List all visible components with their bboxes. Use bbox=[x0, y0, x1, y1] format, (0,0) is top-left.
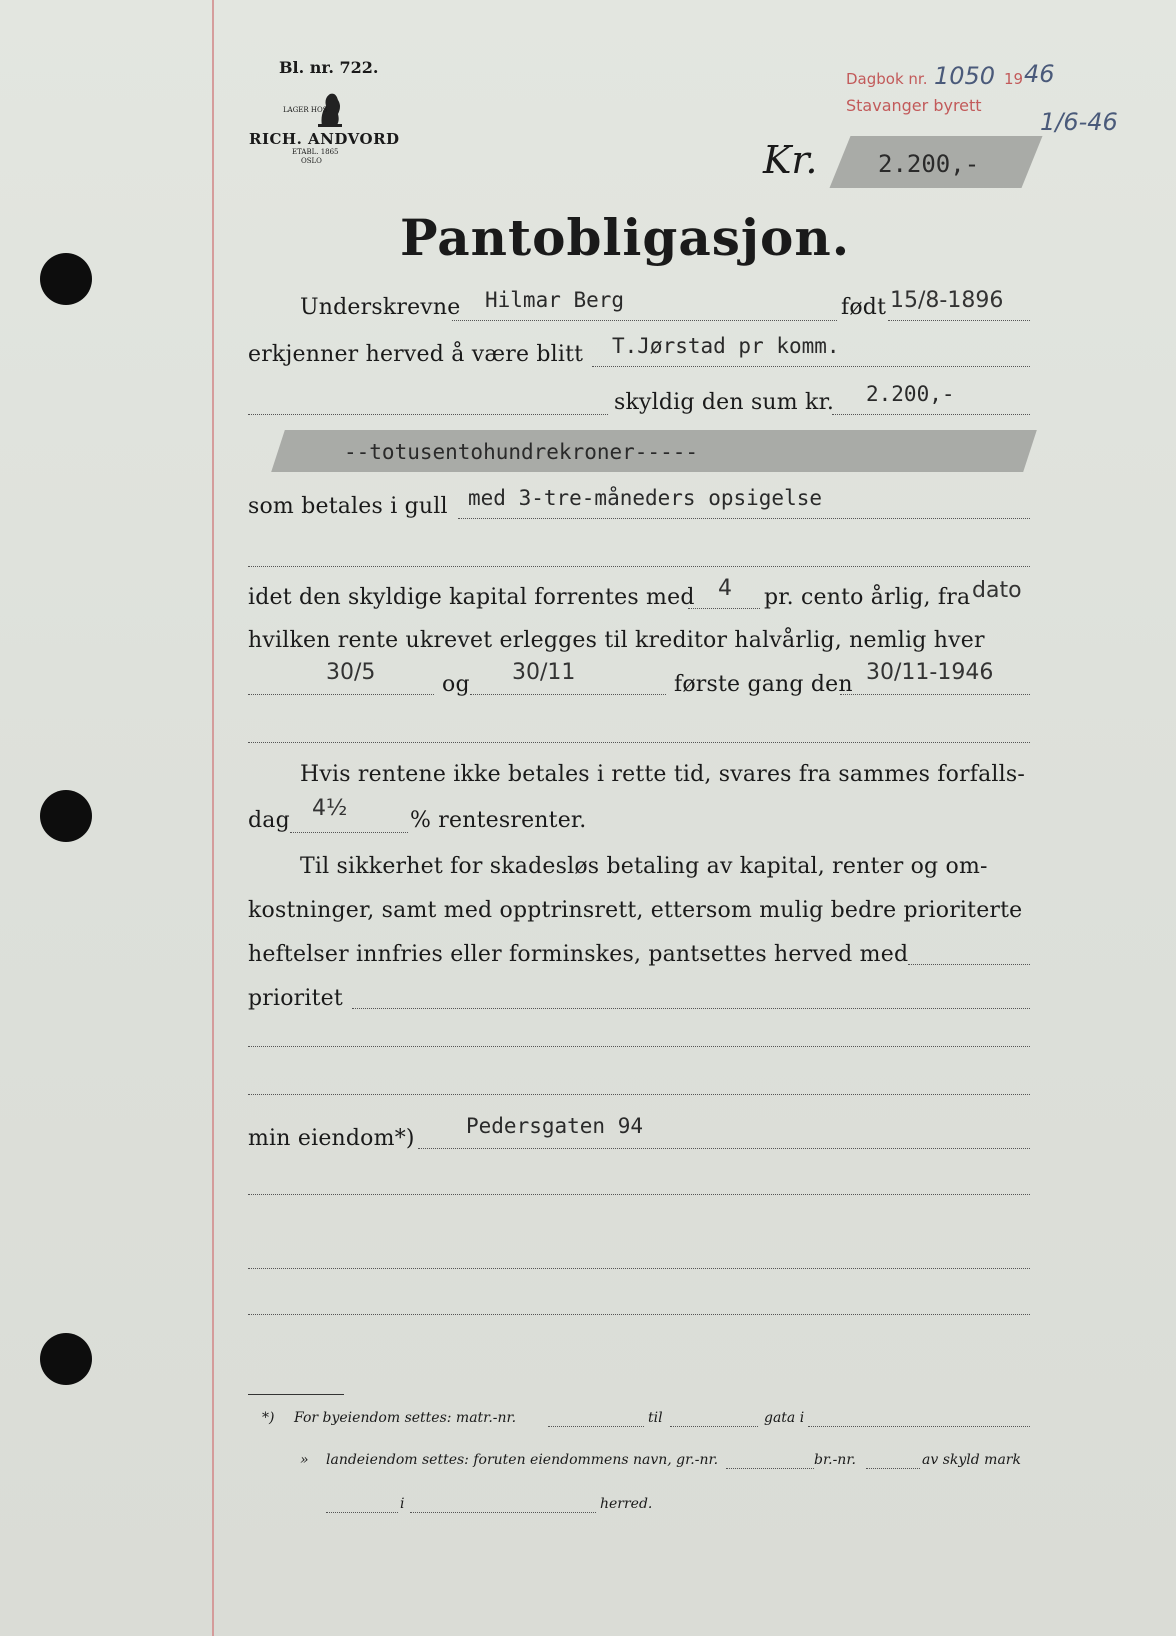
punch-hole-top bbox=[40, 253, 92, 305]
late-rate: 4½ bbox=[312, 796, 348, 821]
amount-in-words: --totusentohundrekroner----- bbox=[344, 440, 699, 464]
publisher-name: RICH. ANDVORD bbox=[249, 130, 400, 148]
stamp-year-suffix: 46 bbox=[1024, 60, 1055, 88]
footnote-separator bbox=[248, 1394, 344, 1395]
undersigned-value: Hilmar Berg bbox=[485, 288, 625, 312]
paid-label: som betales i gull bbox=[248, 494, 448, 519]
first-time-value: 30/11-1946 bbox=[866, 660, 994, 685]
punch-hole-middle bbox=[40, 790, 92, 842]
first-time-label: første gang den bbox=[674, 672, 853, 697]
publisher-city: OSLO bbox=[301, 157, 322, 165]
owes-value: 2.200,- bbox=[866, 382, 955, 406]
stamp-date: 1/6-46 bbox=[1040, 108, 1118, 136]
punch-hole-bottom bbox=[40, 1333, 92, 1385]
security-line-3: heftelser innfries eller forminskes, pantsettes herved med bbox=[248, 942, 909, 967]
footnote-line1-b: til bbox=[648, 1410, 663, 1426]
late-rate-label: % rentesrenter. bbox=[410, 808, 587, 833]
logo-caption-top: LAGER HOS bbox=[283, 106, 328, 114]
payment-date-2: 30/11 bbox=[512, 660, 576, 685]
interest-label: idet den skyldige kapital forrentes med bbox=[248, 585, 695, 610]
interest-label-cont: pr. cento årlig, fra bbox=[764, 585, 971, 610]
footnote-marker: *) bbox=[262, 1410, 275, 1426]
late-interest-line: Hvis rentene ikke betales i rette tid, svares fra sammes forfalls- bbox=[300, 762, 1026, 787]
footnote-line1-a: For byeiendom settes: matr.-nr. bbox=[294, 1410, 517, 1426]
paid-terms: med 3-tre-måneders opsigelse bbox=[468, 486, 823, 510]
footnote-line2-b: br.-nr. bbox=[814, 1452, 856, 1468]
footnote-line2-a: landeiendom settes: foruten eiendommens navn, gr.-nr. bbox=[326, 1452, 719, 1468]
owes-label: skyldig den sum kr. bbox=[614, 390, 835, 415]
footnote-line2-c: av skyld mark bbox=[922, 1452, 1021, 1468]
creditor-value: T.Jørstad pr komm. bbox=[612, 334, 840, 358]
property-value: Pedersgaten 94 bbox=[466, 1114, 644, 1138]
and-label: og bbox=[442, 672, 470, 697]
payment-date-1: 30/5 bbox=[326, 660, 376, 685]
publisher-established: ETABL. 1865 bbox=[292, 148, 339, 156]
day-label: dag bbox=[248, 808, 290, 833]
interest-rate: 4 bbox=[718, 576, 732, 601]
born-value: 15/8-1896 bbox=[890, 288, 1004, 313]
interest-terms-line: hvilken rente ukrevet erlegges til kreditor halvårlig, nemlig hver bbox=[248, 628, 985, 653]
security-line-1: Til sikkerhet for skadesløs betaling av kapital, renter og om- bbox=[300, 854, 988, 879]
priority-label: prioritet bbox=[248, 986, 343, 1011]
footnote-marker-2: » bbox=[300, 1452, 309, 1468]
dagbok-number: 1050 bbox=[934, 62, 996, 90]
footnote-line3-b: herred. bbox=[600, 1496, 653, 1512]
amount-label: Kr. bbox=[763, 138, 818, 182]
margin-line bbox=[212, 0, 214, 1636]
property-label: min eiendom*) bbox=[248, 1126, 415, 1151]
document-title: Pantobligasjon. bbox=[400, 208, 851, 267]
born-label: født bbox=[841, 295, 887, 320]
footnote-line1-c: gata i bbox=[764, 1410, 805, 1426]
dagbok-label: Dagbok nr. bbox=[846, 70, 928, 88]
stamp-court: Stavanger byrett bbox=[846, 96, 982, 115]
undersigned-label: Underskrevne bbox=[300, 295, 461, 320]
stamp-year-prefix: 19 bbox=[1004, 70, 1024, 88]
interest-from: dato bbox=[972, 578, 1022, 603]
security-line-2: kostninger, samt med opptrinsrett, ettersom mulig bedre prioriterte bbox=[248, 898, 1023, 923]
footnote-line3-a: i bbox=[400, 1496, 405, 1512]
form-number: Bl. nr. 722. bbox=[279, 58, 379, 77]
amount-value: 2.200,- bbox=[878, 150, 980, 178]
acknowledge-label: erkjenner herved å være blitt bbox=[248, 342, 584, 367]
